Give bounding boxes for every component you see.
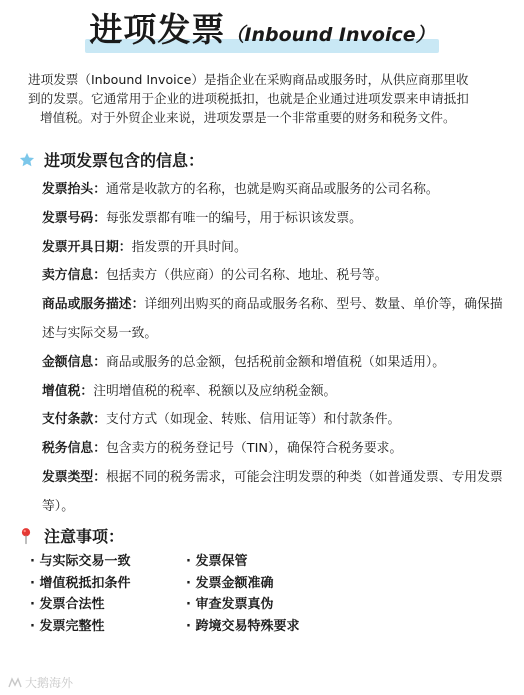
intro-line: 到的发票。它通常用于企业的进项税抵扣，也就是企业通过进项发票来申请抵扣 — [28, 91, 469, 106]
page-title — [85, 10, 438, 55]
note-item: · 审查发票真伪 — [186, 595, 386, 616]
logo-icon — [8, 677, 22, 689]
info-item-text: 通常是收款方的名称，也就是购买商品或服务的公司名称。 — [105, 182, 439, 197]
section-info-heading — [18, 148, 204, 171]
pin-icon — [18, 527, 36, 545]
info-item-text: 商品或服务的总金额，包括税前金额和增值税（如果适用）。 — [105, 354, 446, 370]
info-item-text: 包括卖方（供应商）的公司名称、地址、税号等。 — [105, 268, 388, 284]
note-item: · 与实际交易一致 — [30, 552, 186, 573]
info-item — [42, 291, 512, 349]
info-item-text: 根据不同的税务需求，可能会注明发票的种类（如普通发票、专用发票等）。 — [42, 469, 503, 514]
title-main: 进项发票 — [89, 10, 226, 49]
info-item — [42, 234, 512, 263]
star-icon — [18, 151, 36, 169]
info-item — [42, 464, 512, 522]
section-notes-title: 注意事项： — [44, 527, 125, 546]
section-info-title: 进项发票包含的信息： — [44, 151, 205, 170]
info-item-label: 发票开具日期： — [42, 239, 132, 255]
notes-list — [30, 552, 386, 637]
info-item — [42, 435, 512, 464]
info-item-label: 支付条款： — [42, 412, 106, 428]
note-item: · 跨境交易特殊要求 — [186, 617, 386, 638]
info-list — [42, 176, 512, 522]
title-sub: （Inbound Invoice） — [225, 24, 435, 46]
info-item-label: 税务信息： — [42, 441, 106, 457]
info-item-text: 注明增值税的税率、税额以及应纳税金额。 — [93, 383, 337, 399]
info-item — [42, 406, 512, 435]
note-item: · 发票完整性 — [30, 617, 186, 638]
info-item-text: 包含卖方的税务登记号（TIN），确保符合税务要求。 — [105, 441, 403, 457]
title-block — [0, 10, 524, 55]
info-item — [42, 262, 512, 291]
info-item-text: 每张发票都有唯一的编号，用于标识该发票。 — [105, 210, 362, 226]
info-item-label: 商品或服务描述： — [42, 297, 145, 313]
info-item-label: 发票类型： — [42, 469, 106, 485]
info-item-label: 增值税： — [42, 383, 94, 399]
watermark-text: 大鹅海外 — [25, 676, 74, 690]
info-item — [42, 205, 512, 234]
info-item-text: 支付方式（如现金、转账、信用证等）和付款条件。 — [105, 412, 401, 428]
intro-line: 进项发票（Inbound Invoice）是指企业在采购商品或服务时，从供应商那里收 — [28, 72, 469, 87]
info-item — [42, 349, 512, 378]
info-item-label: 发票抬头： — [42, 182, 106, 197]
info-item-label: 卖方信息： — [42, 268, 106, 284]
info-item — [42, 378, 512, 407]
note-item: · 发票保管 — [186, 552, 386, 573]
info-item-label: 金额信息： — [42, 354, 106, 370]
intro-paragraph — [28, 70, 504, 127]
info-item — [42, 176, 512, 205]
info-item-text: 详细列出购买的商品或服务名称、型号、数量、单价等，确保描述与实际交易一致。 — [42, 297, 503, 341]
note-item: · 增值税抵扣条件 — [30, 574, 186, 595]
section-notes-heading — [18, 524, 124, 547]
note-item: · 发票金额准确 — [186, 574, 386, 595]
watermark — [8, 674, 73, 691]
note-item: · 发票合法性 — [30, 595, 186, 616]
info-item-text: 指发票的开具时间。 — [131, 239, 247, 255]
intro-line: 增值税。对于外贸企业来说，进项发票是一个非常重要的财务和税务文件。 — [40, 110, 456, 125]
info-item-label: 发票号码： — [42, 210, 106, 226]
